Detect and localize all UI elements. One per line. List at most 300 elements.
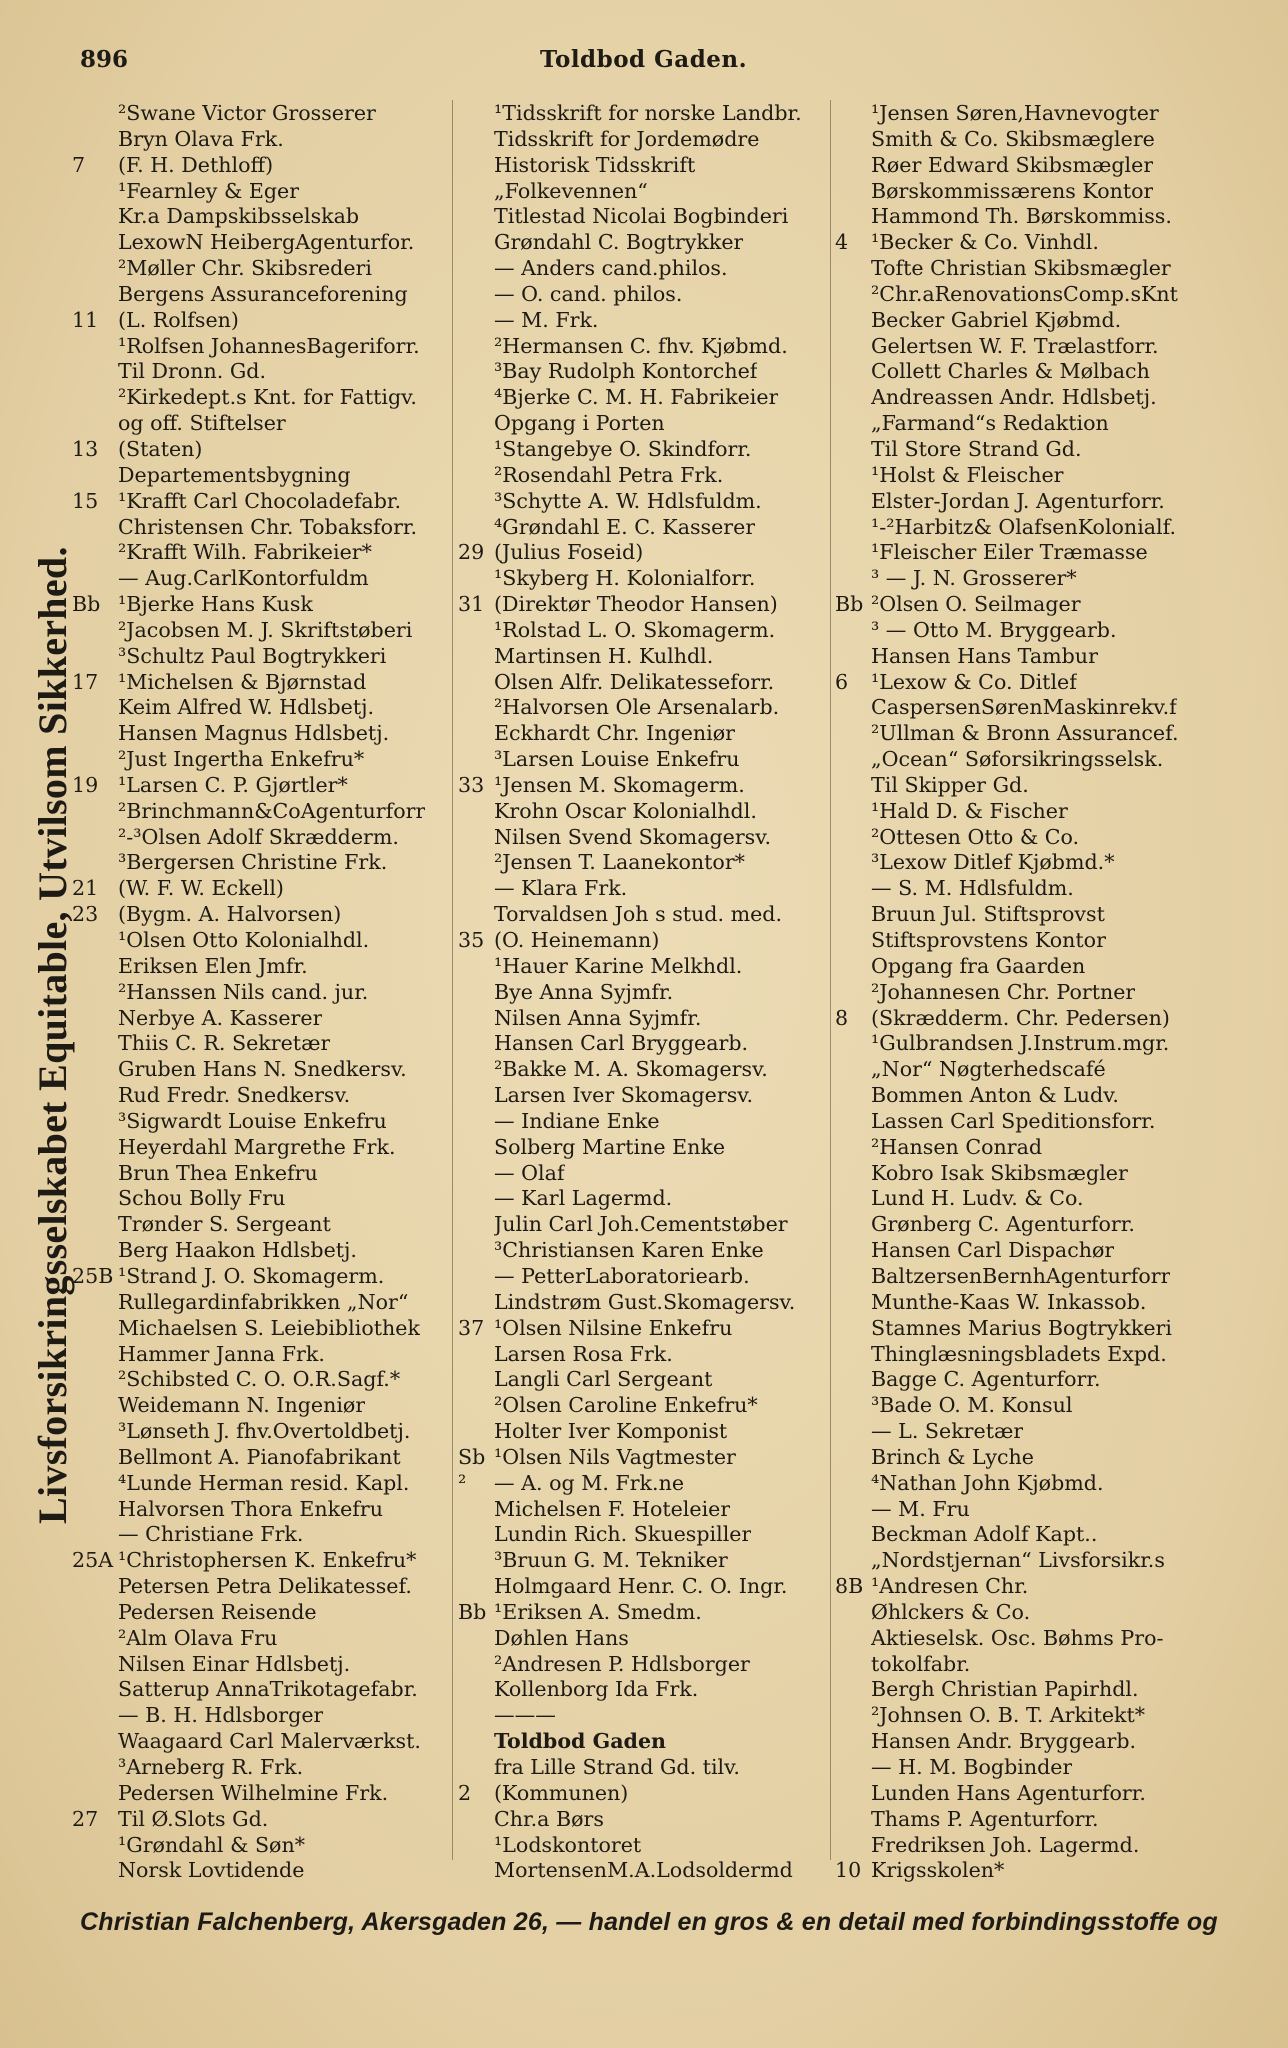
entry-text: Grønberg C. Agenturforr.	[871, 1212, 1135, 1237]
entry-text: (L. Rolfsen)	[118, 307, 239, 332]
directory-entry	[835, 515, 1215, 541]
directory-entry	[458, 670, 834, 696]
directory-entry	[72, 1161, 452, 1187]
directory-entry	[72, 980, 452, 1006]
directory-entry	[835, 1600, 1215, 1626]
entry-text: Røer Edward Skibsmægler	[871, 152, 1154, 177]
directory-entry	[458, 515, 834, 541]
house-number: 35	[458, 928, 485, 952]
directory-entry	[458, 1186, 834, 1212]
house-number	[835, 1445, 871, 1471]
house-number: 19	[72, 772, 99, 797]
entry-text: (Skrædderm. Chr. Pedersen)	[871, 1005, 1170, 1030]
directory-entry	[835, 876, 1215, 902]
house-number: 37	[458, 1315, 485, 1340]
entry-text: Julin Carl Joh.Cementstøber	[494, 1212, 788, 1237]
entry-text: ³Sigwardt Louise Enkefru	[118, 1108, 387, 1133]
directory-entry	[72, 1419, 452, 1445]
directory-entry	[458, 1445, 834, 1471]
entry-text: Michelsen F. Hoteleier	[494, 1496, 731, 1521]
directory-entry	[458, 1626, 834, 1652]
directory-entry	[458, 1135, 834, 1161]
directory-entry	[835, 463, 1215, 489]
house-number: 11	[72, 307, 99, 332]
entry-text: Nerbye A. Kasserer	[118, 1005, 323, 1030]
entry-text: ¹Hauer Karine Melkhdl.	[494, 953, 743, 978]
house-number	[835, 1626, 871, 1652]
house-number	[835, 928, 871, 954]
directory-entry	[458, 980, 834, 1006]
entry-text: Tidsskrift for Jordemødre	[494, 126, 760, 151]
entry-text: ²Jensen T. Laanekontor*	[494, 850, 745, 875]
directory-entry	[458, 282, 834, 308]
entry-text: ³Bay Rudolph Kontorchef	[494, 359, 758, 384]
entry-text: Bruun Jul. Stiftsprovst	[871, 902, 1105, 927]
directory-entry	[835, 1419, 1215, 1445]
directory-entry	[72, 1755, 452, 1781]
entry-text: Becker Gabriel Kjøbmd.	[871, 307, 1122, 332]
entry-text: Krohn Oscar Kolonialhdl.	[494, 798, 757, 823]
directory-entry	[72, 1522, 452, 1548]
entry-text: ³Lexow Ditlef Kjøbmd.*	[871, 850, 1115, 875]
directory-entry	[835, 1548, 1215, 1574]
page-number: 896	[80, 46, 129, 73]
directory-entry	[458, 566, 834, 592]
directory-entry	[458, 1083, 834, 1109]
house-number	[458, 825, 494, 851]
directory-entry	[835, 1238, 1215, 1264]
house-number	[72, 1755, 118, 1781]
house-number	[835, 1238, 871, 1264]
entry-text: ⁴Grøndahl E. C. Kasserer	[494, 514, 756, 539]
directory-entry	[458, 799, 834, 825]
house-number	[458, 1497, 494, 1523]
directory-entry	[458, 747, 834, 773]
directory-entry	[458, 153, 834, 179]
house-number	[458, 1264, 494, 1290]
house-number: Sb	[458, 1444, 486, 1469]
house-number	[72, 1419, 118, 1445]
directory-entry	[835, 230, 1215, 256]
house-number	[458, 876, 494, 902]
entry-text: (Kommunen)	[494, 1780, 629, 1805]
directory-entry	[458, 1238, 834, 1264]
directory-entry	[835, 618, 1215, 644]
directory-entry	[72, 153, 452, 179]
entry-text: ⁴Nathan John Kjøbmd.	[871, 1470, 1104, 1495]
directory-entry	[72, 670, 452, 696]
entry-text: ¹Michelsen & Bjørnstad	[118, 669, 367, 694]
house-number	[458, 1677, 494, 1703]
house-number	[835, 540, 871, 566]
entry-text: ¹Krafft Carl Chocoladefabr.	[118, 488, 402, 513]
house-number	[835, 204, 871, 230]
directory-entry	[72, 1548, 452, 1574]
entry-text: Til Skipper Gd.	[871, 772, 1029, 797]
directory-entry	[835, 411, 1215, 437]
house-number	[458, 1833, 494, 1859]
directory-entry	[72, 1729, 452, 1755]
directory-entry	[835, 1316, 1215, 1342]
entry-text: Satterup AnnaTrikotagefabr.	[118, 1677, 418, 1702]
house-number	[72, 1833, 118, 1859]
directory-entry	[835, 1497, 1215, 1523]
directory-entry	[458, 773, 834, 799]
house-number	[72, 1497, 118, 1523]
house-number	[835, 489, 871, 515]
directory-entry	[72, 230, 452, 256]
entry-text: ³Christiansen Karen Enke	[494, 1238, 764, 1263]
directory-entry	[458, 876, 834, 902]
entry-text: Bagge C. Agenturforr.	[871, 1367, 1101, 1392]
entry-text: — H. M. Bogbinder	[871, 1755, 1073, 1779]
house-number	[835, 1703, 871, 1729]
directory-entry	[458, 1342, 834, 1368]
directory-entry	[835, 153, 1215, 179]
entry-text: ¹Becker & Co. Vinhdl.	[871, 230, 1099, 255]
directory-entry	[835, 902, 1215, 928]
directory-entry	[72, 644, 452, 670]
directory-entry	[72, 1445, 452, 1471]
house-number: 25B	[72, 1263, 114, 1288]
entry-text: — M. Fru	[871, 1496, 970, 1521]
house-number	[72, 1858, 118, 1884]
house-number	[72, 515, 118, 541]
house-number	[458, 695, 494, 721]
entry-text: Kollenborg Ida Frk.	[494, 1677, 699, 1702]
house-number	[72, 980, 118, 1006]
house-number	[835, 1600, 871, 1626]
entry-text: Til Dronn. Gd.	[118, 359, 267, 384]
house-number	[72, 1186, 118, 1212]
entry-text: Weidemann N. Ingeniør	[118, 1393, 366, 1418]
directory-entry	[72, 540, 452, 566]
directory-entry	[72, 566, 452, 592]
entry-text: ¹Skyberg H. Kolonialforr.	[494, 566, 756, 591]
house-number: 29	[458, 540, 485, 565]
entry-text: ¹Hald D. & Fischer	[871, 798, 1068, 823]
directory-entry	[458, 101, 834, 127]
entry-text: — L. Sekretær	[871, 1419, 1024, 1444]
house-number	[72, 411, 118, 437]
house-number	[835, 101, 871, 127]
directory-entry	[72, 1833, 452, 1859]
directory-entry	[458, 334, 834, 360]
directory-entry	[835, 204, 1215, 230]
entry-text: Kr.a Dampskibsselskab	[118, 204, 360, 229]
entry-text: ¹Gulbrandsen J.Instrum.mgr.	[871, 1031, 1170, 1056]
entry-text: Christensen Chr. Tobaksforr.	[118, 514, 418, 539]
entry-text: ¹Tidsskrift for norske Landbr.	[494, 101, 802, 125]
house-number	[835, 334, 871, 360]
directory-entry	[835, 721, 1215, 747]
directory-entry	[72, 850, 452, 876]
directory-entry	[835, 799, 1215, 825]
directory-entry	[835, 850, 1215, 876]
entry-text: Thinglæsningsbladets Expd.	[871, 1341, 1167, 1366]
house-number	[458, 411, 494, 437]
entry-text: ²Chr.aRenovationsComp.sKnt	[871, 281, 1178, 306]
entry-text: Holter Iver Komponist	[494, 1419, 728, 1444]
directory-entry	[458, 1781, 834, 1807]
directory-entry	[458, 385, 834, 411]
directory-entry	[835, 1212, 1215, 1238]
house-number: Bb	[835, 592, 864, 617]
directory-entry	[72, 1264, 452, 1290]
directory-entry	[458, 825, 834, 851]
entry-text: ²Hansen Conrad	[871, 1134, 1043, 1159]
directory-entry	[835, 1626, 1215, 1652]
directory-entry	[458, 928, 834, 954]
directory-entry	[835, 385, 1215, 411]
house-number	[458, 230, 494, 256]
house-number	[458, 1393, 494, 1419]
directory-entry	[458, 1471, 834, 1497]
house-number	[835, 308, 871, 334]
entry-text: Hansen Carl Dispachør	[871, 1238, 1115, 1263]
directory-entry	[835, 566, 1215, 592]
entry-text: „Folkevennen“	[494, 178, 648, 203]
entry-text: ———	[494, 1703, 556, 1728]
entry-text: ¹Strand J. O. Skomagerm.	[118, 1263, 385, 1288]
directory-entry	[72, 876, 452, 902]
entry-text: Solberg Martine Enke	[494, 1134, 726, 1159]
house-number	[72, 825, 118, 851]
house-number	[72, 1522, 118, 1548]
house-number	[72, 1238, 118, 1264]
entry-text: ⁴Bjerke C. M. H. Fabrikeier	[494, 385, 779, 410]
house-number	[458, 1367, 494, 1393]
entry-text: ¹-²Harbitz& OlafsenKolonialf.	[871, 514, 1177, 539]
entry-text: (W. F. W. Eckell)	[118, 876, 284, 901]
house-number	[835, 1755, 871, 1781]
house-number	[458, 1755, 494, 1781]
house-number	[72, 1471, 118, 1497]
entry-text: ¹Olsen Nilsine Enkefru	[494, 1315, 733, 1340]
house-number	[835, 747, 871, 773]
entry-text: Torvaldsen Joh s stud. med.	[494, 902, 783, 927]
house-number	[458, 1109, 494, 1135]
entry-text: Larsen Rosa Frk.	[494, 1341, 673, 1366]
entry-text: — O. cand. philos.	[494, 281, 683, 306]
directory-entry	[458, 1548, 834, 1574]
entry-text: Berg Haakon Hdlsbetj.	[118, 1238, 357, 1263]
house-number	[458, 1548, 494, 1574]
house-number	[458, 204, 494, 230]
house-number	[72, 385, 118, 411]
house-number	[458, 1574, 494, 1600]
directory-entry	[458, 1574, 834, 1600]
directory-entry	[835, 747, 1215, 773]
directory-entry	[72, 721, 452, 747]
directory-entry	[835, 1264, 1215, 1290]
directory-entry	[72, 385, 452, 411]
entry-text: Collett Charles & Mølbach	[871, 359, 1150, 384]
directory-entry	[458, 1006, 834, 1032]
directory-entry	[458, 411, 834, 437]
entry-text: ¹Rolfsen JohannesBageriforr.	[118, 333, 420, 358]
page-title: Toldbod Gaden.	[540, 46, 748, 73]
entry-text: Bye Anna Syjmfr.	[494, 979, 674, 1004]
entry-text: (F. H. Dethloff)	[118, 152, 274, 177]
directory-entry	[835, 1729, 1215, 1755]
directory-entry	[72, 1186, 452, 1212]
entry-text: Departementsbygning	[118, 462, 351, 487]
entry-text: — Anders cand.philos.	[494, 256, 728, 281]
directory-entry	[72, 1471, 452, 1497]
entry-text: Schou Bolly Fru	[118, 1186, 286, 1211]
house-number	[72, 566, 118, 592]
entry-text: Holmgaard Henr. C. O. Ingr.	[494, 1574, 788, 1599]
entry-text: ¹Olsen Nils Vagtmester	[494, 1444, 736, 1469]
entry-text: ²Olsen O. Seilmager	[871, 592, 1081, 617]
directory-entry	[835, 1703, 1215, 1729]
entry-text: ²Schibsted C. O. O.R.Sagf.*	[118, 1367, 401, 1392]
entry-text: Aktieselsk. Osc. Bøhms Pro-	[871, 1625, 1164, 1650]
entry-text: „Farmand“s Redaktion	[871, 411, 1109, 436]
house-number	[458, 618, 494, 644]
entry-text: ²-³Olsen Adolf Skrædderm.	[118, 824, 399, 849]
entry-text: Bommen Anton & Ludv.	[871, 1083, 1119, 1108]
directory-entry	[835, 540, 1215, 566]
directory-entry	[458, 695, 834, 721]
house-number	[72, 179, 118, 205]
entry-text: ³Schultz Paul Bogtrykkeri	[118, 643, 387, 668]
house-number	[458, 1807, 494, 1833]
house-number	[835, 721, 871, 747]
house-number	[835, 1057, 871, 1083]
entry-text: ¹Lexow & Co. Ditlef	[871, 669, 1077, 694]
directory-entry	[458, 1652, 834, 1678]
directory-entry	[72, 1367, 452, 1393]
directory-entry	[835, 670, 1215, 696]
house-number: 8B	[835, 1574, 864, 1599]
entry-text: Brun Thea Enkefru	[118, 1160, 318, 1185]
house-number	[458, 1083, 494, 1109]
house-number	[835, 1522, 871, 1548]
house-number	[835, 954, 871, 980]
entry-text: Hammond Th. Børskommiss.	[871, 204, 1172, 229]
directory-entry	[458, 1316, 834, 1342]
entry-text: ¹Jensen Søren,Havnevogter	[871, 101, 1159, 125]
directory-entry	[458, 127, 834, 153]
entry-text: — Indiane Enke	[494, 1108, 660, 1133]
entry-text: Keim Alfred W. Hdlsbetj.	[118, 695, 375, 720]
entry-text: ²Andresen P. Hdlsborger	[494, 1651, 750, 1676]
house-number	[72, 850, 118, 876]
house-number	[835, 1807, 871, 1833]
entry-text: Lunden Hans Agenturforr.	[871, 1780, 1146, 1805]
house-number	[458, 463, 494, 489]
directory-entry	[458, 850, 834, 876]
directory-entry	[72, 592, 452, 618]
house-number: 25A	[72, 1548, 114, 1573]
directory-entry	[458, 308, 834, 334]
directory-entry	[458, 1393, 834, 1419]
entry-text: Beckman Adolf Kapt..	[871, 1522, 1098, 1547]
entry-text: Grøndahl C. Bogtrykker	[494, 230, 744, 255]
house-number	[458, 980, 494, 1006]
entry-text: ¹Fleischer Eiler Træmasse	[871, 540, 1148, 565]
house-number	[835, 1471, 871, 1497]
entry-text: BaltzersenBernhAgenturforr	[871, 1263, 1171, 1288]
directory-entry	[72, 127, 452, 153]
entry-text: ¹Andresen Chr.	[871, 1574, 1029, 1599]
entry-text: Opgang fra Gaarden	[871, 953, 1086, 978]
directory-entry	[835, 773, 1215, 799]
entry-text: Langli Carl Sergeant	[494, 1367, 713, 1392]
directory-entry	[458, 618, 834, 644]
entry-text: Lassen Carl Speditionsforr.	[871, 1108, 1156, 1133]
house-number	[835, 359, 871, 385]
directory-entry	[72, 695, 452, 721]
directory-entry	[458, 644, 834, 670]
entry-text: Hammer Janna Frk.	[118, 1341, 325, 1366]
directory-entry	[835, 1290, 1215, 1316]
directory-entry	[835, 334, 1215, 360]
house-number	[458, 1626, 494, 1652]
entry-text: Stiftsprovstens Kontor	[871, 928, 1106, 952]
house-number	[458, 644, 494, 670]
house-number: 21	[72, 876, 99, 901]
entry-text: ¹Fearnley & Eger	[118, 178, 300, 203]
entry-text: ²Jacobsen M. J. Skriftstøberi	[118, 617, 413, 642]
entry-text: ²Alm Olava Fru	[118, 1625, 278, 1650]
directory-entry	[835, 1031, 1215, 1057]
house-number	[72, 1574, 118, 1600]
house-number	[72, 1161, 118, 1187]
directory-entry	[835, 1109, 1215, 1135]
entry-text: ¹Grøndahl & Søn*	[118, 1832, 306, 1857]
house-number	[458, 1342, 494, 1368]
directory-entry	[458, 540, 834, 566]
entry-text: Pedersen Wilhelmine Frk.	[118, 1780, 389, 1805]
footer-advertisement: Christian Falchenberg, Akersgaden 26, — handel en gros & en detail med forbindingsstoffe og	[80, 1908, 1218, 1936]
directory-entry	[458, 437, 834, 463]
house-number	[458, 282, 494, 308]
house-number	[72, 1367, 118, 1393]
house-number	[458, 1186, 494, 1212]
house-number	[835, 876, 871, 902]
entry-text: (Julius Foseid)	[494, 540, 644, 565]
entry-text: Lindstrøm Gust.Skomagersv.	[494, 1289, 796, 1314]
entry-text: ²Hanssen Nils cand. jur.	[118, 979, 369, 1004]
directory-entry	[835, 1057, 1215, 1083]
entry-text: — S. M. Hdlsfuldm.	[871, 876, 1074, 901]
entry-text: (Staten)	[118, 436, 203, 461]
entry-text: Bergh Christian Papirhdl.	[871, 1677, 1139, 1702]
house-number	[72, 1109, 118, 1135]
house-number	[458, 179, 494, 205]
house-number: ²	[458, 1470, 467, 1495]
directory-entry	[835, 1367, 1215, 1393]
entry-text: Rud Fredr. Snedkersv.	[118, 1083, 351, 1108]
directory-entry	[458, 1497, 834, 1523]
directory-entry	[835, 1445, 1215, 1471]
entry-text: ²Halvorsen Ole Arsenalarb.	[494, 695, 780, 720]
entry-text: Eckhardt Chr. Ingeniør	[494, 721, 735, 746]
directory-entry	[835, 282, 1215, 308]
directory-entry	[458, 954, 834, 980]
entry-text: Nilsen Einar Hdlsbetj.	[118, 1651, 351, 1676]
entry-text: Til Ø.Slots Gd.	[118, 1806, 269, 1831]
directory-entry	[72, 1238, 452, 1264]
directory-entry	[72, 1290, 452, 1316]
entry-text: Heyerdahl Margrethe Frk.	[118, 1134, 396, 1159]
entry-text: Halvorsen Thora Enkefru	[118, 1496, 384, 1521]
house-number	[72, 1600, 118, 1626]
house-number	[835, 1729, 871, 1755]
